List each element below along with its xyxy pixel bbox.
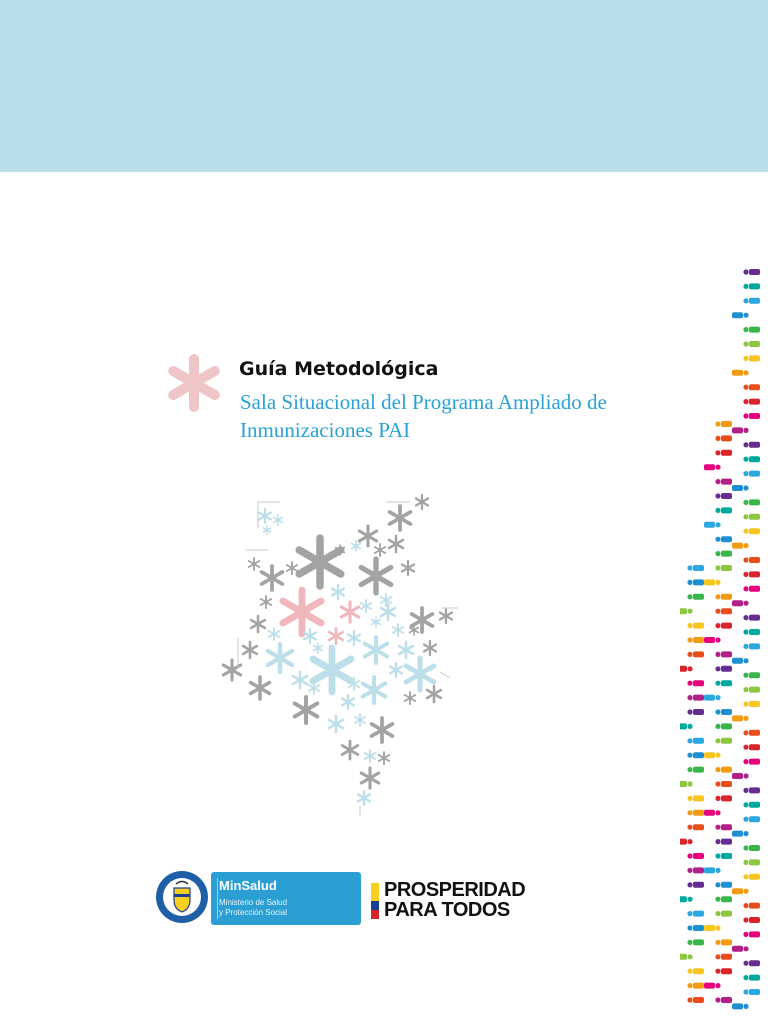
people-figures-decoration (680, 260, 768, 1020)
colombia-map-asterisk-icon (210, 488, 470, 818)
prosperidad-line-2: PARA TODOS (384, 899, 510, 921)
minsalud-sub-line-2: y Protección Social (219, 908, 288, 917)
asterisk-icon (163, 352, 225, 414)
minsalud-name: MinSalud (219, 878, 277, 893)
title-block (163, 352, 623, 452)
minsalud-logo (211, 872, 361, 925)
subtitle-line-2: Inmunizaciones PAI (240, 418, 411, 442)
minsalud-sub-line-1: Ministerio de Salud (219, 898, 288, 907)
page-title: Guía Metodológica (239, 358, 439, 380)
colombia-coat-of-arms-seal (155, 870, 209, 924)
minsalud-subtitle (219, 898, 287, 918)
colombia-flag-bar (371, 883, 379, 919)
prosperidad-text (384, 880, 525, 920)
footer-logos (155, 868, 555, 930)
prosperidad-line-1: PROSPERIDAD (384, 879, 526, 901)
page-subtitle (240, 388, 680, 444)
top-band (0, 0, 768, 172)
subtitle-line-1: Sala Situacional del Programa Ampliado de (240, 390, 607, 414)
